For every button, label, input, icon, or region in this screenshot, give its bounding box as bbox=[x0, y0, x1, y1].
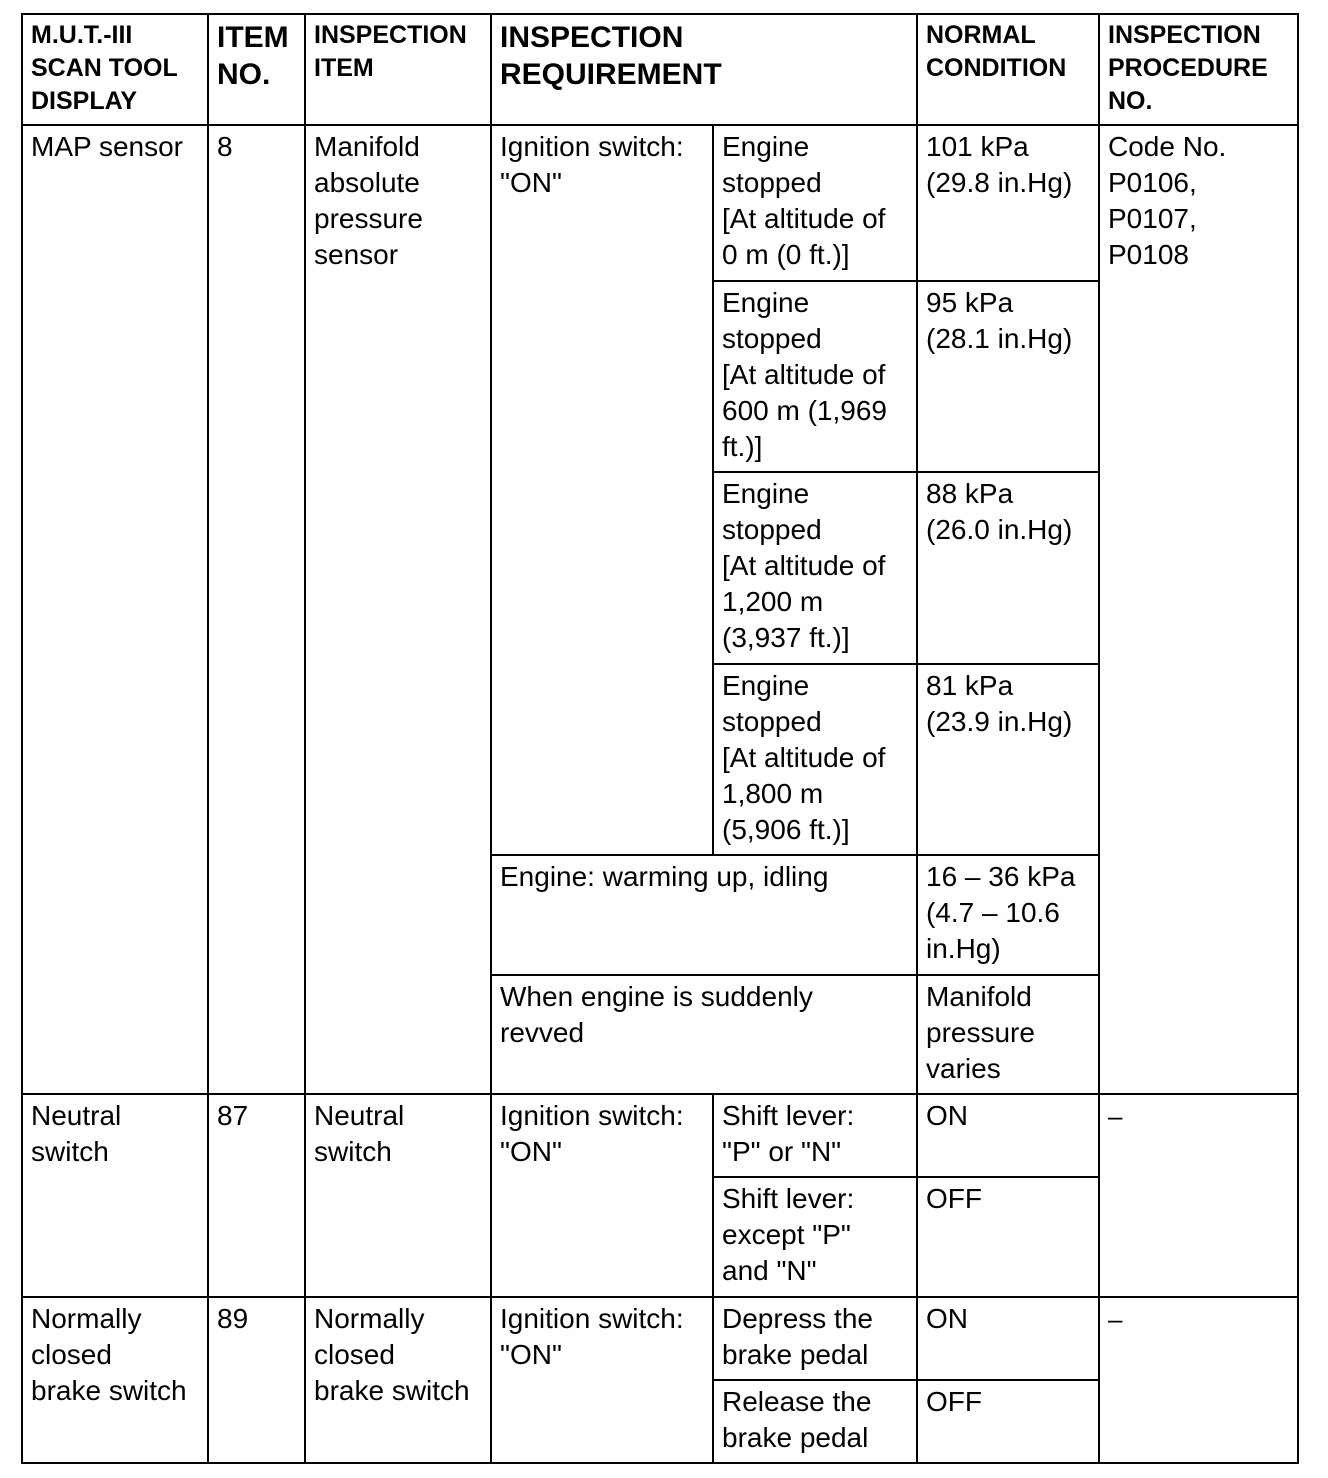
table-row bbox=[22, 1094, 1298, 1177]
brake-procedure: – bbox=[1099, 1297, 1298, 1463]
neutral-item-no: 87 bbox=[208, 1094, 305, 1297]
map-normal-1: 95 kPa (28.1 in.Hg) bbox=[917, 281, 1099, 472]
neutral-condition-1: Shift lever: except "P" and "N" bbox=[713, 1177, 917, 1297]
header-inspection-item: INSPECTION ITEM bbox=[305, 14, 491, 125]
neutral-ignition: Ignition switch: "ON" bbox=[491, 1094, 713, 1297]
map-condition-3: Engine stopped [At altitude of 1,800 m (5,906 ft.)] bbox=[713, 664, 917, 855]
map-revved-requirement: When engine is suddenly revved bbox=[491, 975, 917, 1094]
inspection-table bbox=[21, 13, 1299, 1464]
map-condition-2: Engine stopped [At altitude of 1,200 m (3,937 ft.)] bbox=[713, 472, 917, 664]
brake-condition-1: Release the brake pedal bbox=[713, 1380, 917, 1463]
table-row bbox=[22, 1297, 1298, 1380]
header-item-no: ITEM NO. bbox=[208, 14, 305, 125]
map-normal-0: 101 kPa (29.8 in.Hg) bbox=[917, 125, 1099, 281]
map-normal-2: 88 kPa (26.0 in.Hg) bbox=[917, 472, 1099, 664]
header-procedure: INSPECTION PROCEDURE NO. bbox=[1099, 14, 1298, 125]
neutral-procedure: – bbox=[1099, 1094, 1298, 1297]
map-item-no: 8 bbox=[208, 125, 305, 1094]
map-display: MAP sensor bbox=[22, 125, 208, 1094]
brake-ignition: Ignition switch: "ON" bbox=[491, 1297, 713, 1463]
map-ignition: Ignition switch: "ON" bbox=[491, 125, 713, 855]
table-row bbox=[22, 125, 1298, 281]
header-row bbox=[22, 14, 1298, 125]
brake-normal-1: OFF bbox=[917, 1380, 1099, 1463]
neutral-inspection-item: Neutral switch bbox=[305, 1094, 491, 1297]
neutral-normal-1: OFF bbox=[917, 1177, 1099, 1297]
map-idling-normal: 16 – 36 kPa (4.7 – 10.6 in.Hg) bbox=[917, 855, 1099, 975]
neutral-display: Neutral switch bbox=[22, 1094, 208, 1297]
map-condition-1: Engine stopped [At altitude of 600 m (1,969 ft.)] bbox=[713, 281, 917, 472]
map-revved-normal: Manifold pressure varies bbox=[917, 975, 1099, 1094]
neutral-condition-0: Shift lever: "P" or "N" bbox=[713, 1094, 917, 1177]
brake-condition-0: Depress the brake pedal bbox=[713, 1297, 917, 1380]
map-procedure: Code No. P0106, P0107, P0108 bbox=[1099, 125, 1298, 1094]
brake-display: Normally closed brake switch bbox=[22, 1297, 208, 1463]
header-normal: NORMAL CONDITION bbox=[917, 14, 1099, 125]
map-condition-0: Engine stopped [At altitude of 0 m (0 ft.)] bbox=[713, 125, 917, 281]
neutral-normal-0: ON bbox=[917, 1094, 1099, 1177]
brake-normal-0: ON bbox=[917, 1297, 1099, 1380]
map-idling-requirement: Engine: warming up, idling bbox=[491, 855, 917, 975]
header-requirement: INSPECTION REQUIREMENT bbox=[491, 14, 917, 125]
map-inspection-item: Manifold absolute pressure sensor bbox=[305, 125, 491, 1094]
brake-item-no: 89 bbox=[208, 1297, 305, 1463]
brake-inspection-item: Normally closed brake switch bbox=[305, 1297, 491, 1463]
map-normal-3: 81 kPa (23.9 in.Hg) bbox=[917, 664, 1099, 855]
header-display: M.U.T.-III SCAN TOOL DISPLAY bbox=[22, 14, 208, 125]
